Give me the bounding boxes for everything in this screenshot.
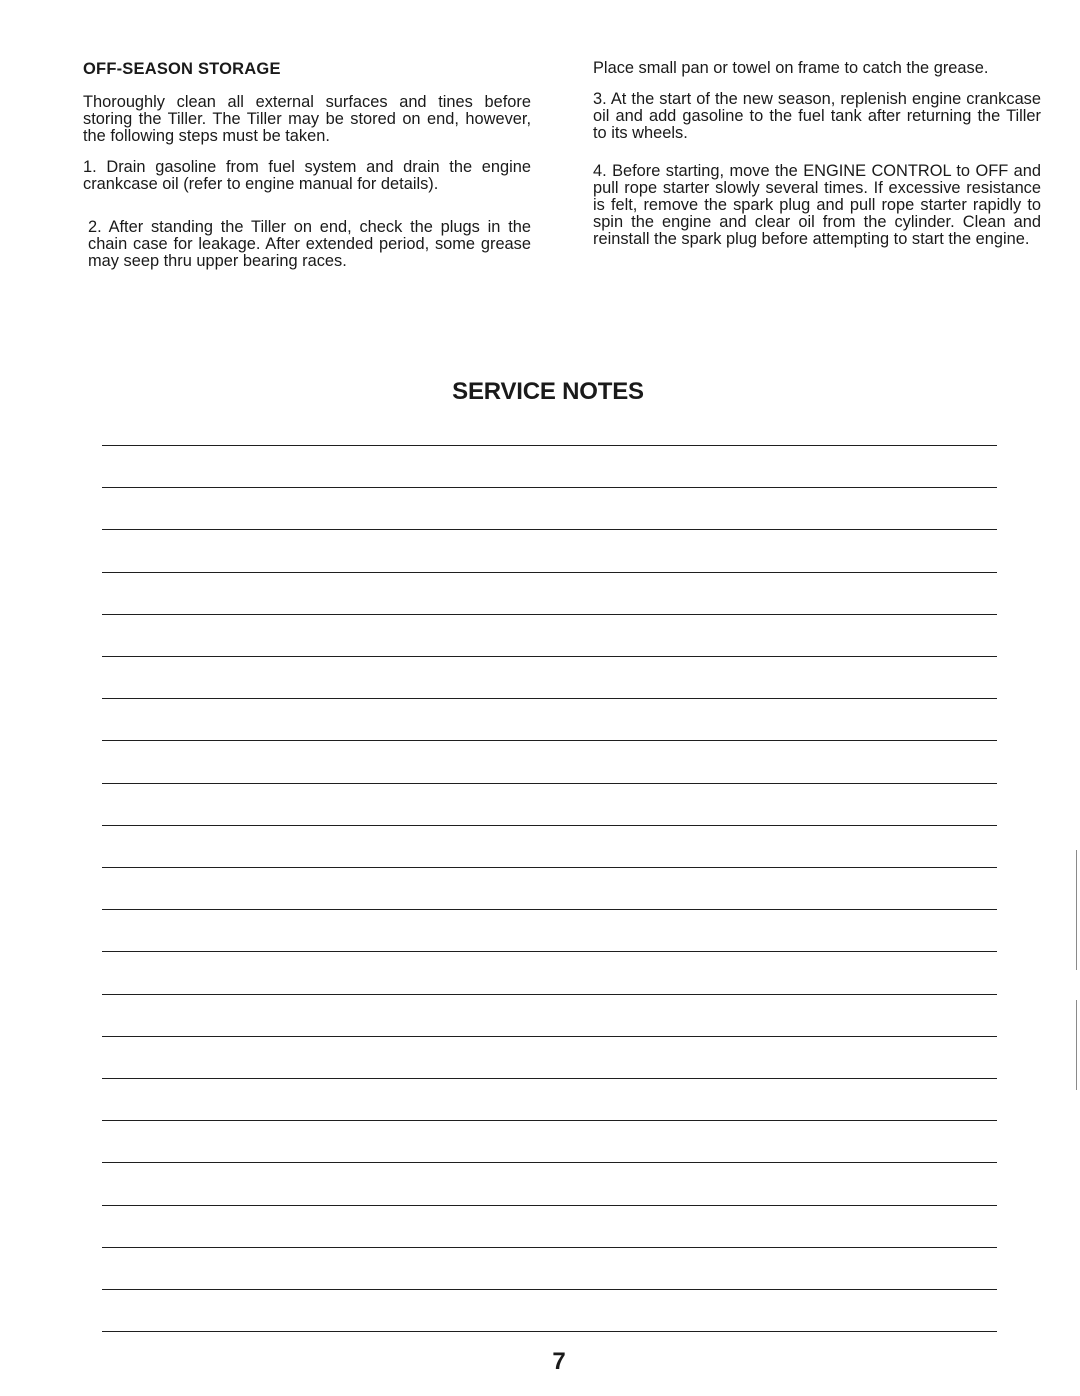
step-4-paragraph: 4. Before starting, move the ENGINE CONTROL to OFF and pull rope starter slowly several times. If excessive resistance is felt, remove the spark plug and pull rope starter rapidly to spin the engine and clear oil from the cylinder. Clean and reinstall the spark plug before attempting to start the engine. [593, 162, 1041, 248]
service-note-line [102, 487, 997, 488]
service-note-line [102, 656, 997, 657]
service-note-line [102, 1205, 997, 1206]
service-note-line [102, 1162, 997, 1163]
service-note-line [102, 1036, 997, 1037]
service-note-line [102, 994, 997, 995]
service-note-line [102, 825, 997, 826]
service-note-line [102, 572, 997, 573]
service-notes-title: SERVICE NOTES [452, 378, 644, 405]
service-note-line [102, 1247, 997, 1248]
service-note-line [102, 783, 997, 784]
service-note-line [102, 909, 997, 910]
service-note-line [102, 1120, 997, 1121]
step-1-paragraph: 1. Drain gasoline from fuel system and drain the engine crankcase oil (refer to engine manual for details). [83, 158, 531, 193]
service-note-line [102, 1331, 997, 1332]
right-column [593, 60, 1041, 248]
service-note-line [102, 740, 997, 741]
scan-edge-mark [1076, 1000, 1077, 1090]
intro-paragraph: Thoroughly clean all external surfaces and tines before storing the Tiller. The Tiller may be stored on end, however, the following steps must be taken. [83, 93, 531, 145]
off-season-storage-heading: OFF-SEASON STORAGE [83, 60, 281, 78]
service-note-line [102, 529, 997, 530]
service-note-line [102, 867, 997, 868]
service-note-line [102, 445, 997, 446]
service-note-line [102, 698, 997, 699]
scan-edge-mark [1076, 850, 1077, 970]
left-column [83, 60, 531, 270]
service-note-line [102, 951, 997, 952]
step-2-paragraph: 2. After standing the Tiller on end, check the plugs in the chain case for leakage. After extended period, some grease may seep thru upper bearing races. [88, 218, 531, 270]
service-note-line [102, 614, 997, 615]
continuation-paragraph: Place small pan or towel on frame to catch the grease. [593, 59, 989, 77]
page-number: 7 [552, 1348, 566, 1375]
service-note-line [102, 1078, 997, 1079]
step-3-paragraph: 3. At the start of the new season, replenish engine crankcase oil and add gasoline to the fuel tank after returning the Tiller to its wheels. [593, 90, 1041, 142]
service-note-line [102, 1289, 997, 1290]
